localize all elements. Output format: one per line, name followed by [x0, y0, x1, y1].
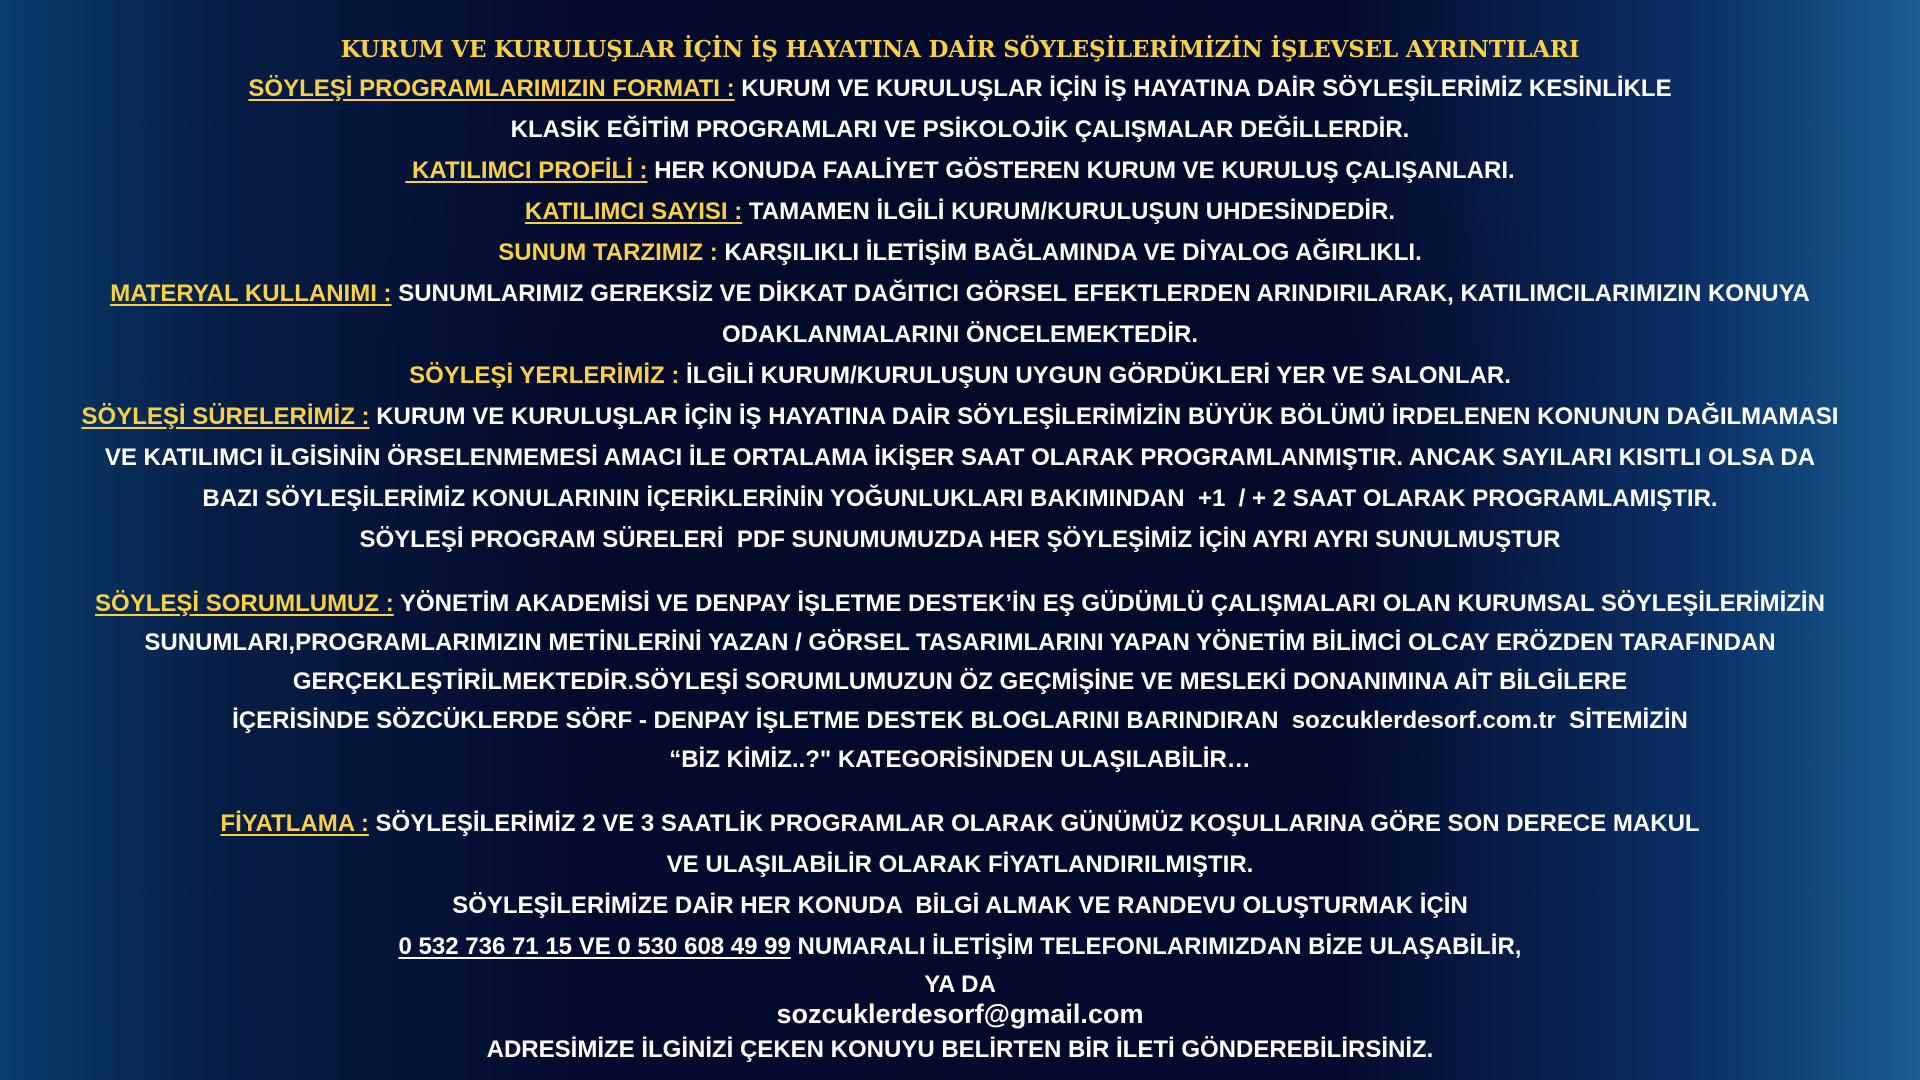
profile-line	[0, 150, 1920, 191]
durations-text-2: VE KATILIMCI İLGİSİNİN ÖRSELENMEMESİ AMACI İLE ORTALAMA İKİŞER SAAT OLARAK PROGRAMLANMIŞTIR. ANCAK SAYILARI KISITLI OLSA DA	[104, 444, 1816, 471]
material-line-1	[0, 273, 1920, 314]
contact-text-2: NUMARALI İLETİŞİM TELEFONLARIMIZDAN BİZE ULAŞABİLİR,	[790, 933, 1522, 960]
material-text-1: SUNUMLARIMIZ GEREKSİZ VE DİKKAT DAĞITICI GÖRSEL EFEKTLERDEN ARINDIRILARAK, KATILIMCILARIMIZIN KONUYA	[398, 280, 1810, 307]
material-line-2	[0, 314, 1920, 355]
pricing-label: FİYATLAMA :	[220, 810, 369, 837]
responsible-text-5: “BİZ KİMİZ..?" KATEGORİSİNDEN ULAŞILABİLİR…	[669, 746, 1251, 773]
section-spacer	[0, 560, 1920, 584]
material-text-2: ODAKLANMALARINI ÖNCELEMEKTEDİR.	[722, 321, 1198, 348]
style-line	[0, 232, 1920, 273]
contact-line-2	[0, 926, 1920, 967]
places-text: İLGİLİ KURUM/KURULUŞUN UYGUN GÖRDÜKLERİ YER VE SALONLAR.	[686, 362, 1511, 389]
responsible-line-1	[0, 584, 1920, 623]
count-label: KATILIMCI SAYISI :	[524, 198, 743, 225]
durations-line-4	[0, 519, 1920, 560]
responsible-label: SÖYLEŞİ SORUMLUMUZ :	[95, 590, 394, 617]
count-line	[0, 191, 1920, 232]
durations-line-3	[0, 478, 1920, 519]
responsible-text-3: GERÇEKLEŞTİRİLMEKTEDİR.SÖYLEŞİ SORUMLUMUZUN ÖZ GEÇMİŞİNE VE MESLEKİ DONANIMINA AİT BİLGİLERE	[292, 668, 1628, 695]
pricing-line-1	[0, 803, 1920, 844]
style-text: KARŞILIKLI İLETİŞİM BAĞLAMINDA VE DİYALOG AĞIRLIKLI.	[724, 239, 1422, 266]
pricing-line-2	[0, 844, 1920, 885]
format-line-2	[0, 109, 1920, 150]
durations-line-1	[0, 396, 1920, 437]
format-text-1: KURUM VE KURULUŞLAR İÇİN İŞ HAYATINA DAİR SÖYLEŞİLERİMİZ KESİNLİKLE	[741, 75, 1672, 102]
pricing-text-2: VE ULAŞILABİLİR OLARAK FİYATLANDIRILMIŞTIR.	[666, 851, 1254, 878]
contact-or-line	[0, 970, 1920, 1000]
durations-text-3: BAZI SÖYLEŞİLERİMİZ KONULARININ İÇERİKLERİNİN YOĞUNLUKLARI BAKIMINDAN +1 / + 2 SAAT OLARAK PROGRAMLAMIŞTIR.	[202, 485, 1718, 512]
durations-text-4: SÖYLEŞİ PROGRAM SÜRELERİ PDF SUNUMUMUZDA HER ŞÖYLEŞİMİZ İÇİN AYRI AYRI SUNULMUŞTUR	[359, 526, 1561, 553]
phone-numbers-link[interactable]: 0 532 736 71 15 VE 0 530 608 49 99	[398, 933, 791, 960]
page-title: KURUM VE KURULUŞLAR İÇİN İŞ HAYATINA DAİR SÖYLEŞİLERİMİZİN İŞLEVSEL AYRINTILARI	[340, 36, 1580, 63]
count-text: TAMAMEN İLGİLİ KURUM/KURULUŞUN UHDESİNDEDİR.	[748, 198, 1396, 225]
profile-text: HER KONUDA FAALİYET GÖSTEREN KURUM VE KURULUŞ ÇALIŞANLARI.	[654, 157, 1515, 184]
format-line-1	[0, 68, 1920, 109]
format-label: SÖYLEŞİ PROGRAMLARIMIZIN FORMATI :	[248, 75, 735, 102]
responsible-line-2	[0, 623, 1920, 662]
responsible-line-5	[0, 740, 1920, 779]
email-link[interactable]: sozcuklerdesorf@gmail.com	[776, 999, 1144, 1029]
material-label: MATERYAL KULLANIMI :	[110, 280, 392, 307]
responsible-text-1: YÖNETİM AKADEMİSİ VE DENPAY İŞLETME DESTEK’İN EŞ GÜDÜMLÜ ÇALIŞMALARI OLAN KURUMSAL SÖYLEŞİLERİMİZİN	[399, 590, 1825, 617]
contact-line-3	[0, 1028, 1920, 1072]
responsible-text-4-pre: İÇERİSİNDE SÖZCÜKLERDE SÖRF - DENPAY İŞLETME DESTEK BLOGLARINI BARINDIRAN	[232, 707, 1286, 734]
email-line	[0, 1000, 1920, 1028]
section-spacer	[0, 779, 1920, 803]
contact-or-text: YA DA	[924, 971, 996, 998]
contact-line-1	[0, 885, 1920, 926]
contact-text-1: SÖYLEŞİLERİMİZE DAİR HER KONUDA BİLGİ ALMAK VE RANDEVU OLUŞTURMAK İÇİN	[452, 892, 1468, 919]
responsible-text-4-post: SİTEMİZİN	[1562, 707, 1688, 734]
durations-line-2	[0, 437, 1920, 478]
places-line	[0, 355, 1920, 396]
profile-label: KATILIMCI PROFİLİ :	[405, 157, 648, 184]
places-label: SÖYLEŞİ YERLERİMİZ :	[409, 362, 680, 389]
pricing-text-1: SÖYLEŞİLERİMİZ 2 VE 3 SAATLİK PROGRAMLAR OLARAK GÜNÜMÜZ KOŞULLARINA GÖRE SON DERECE MAKUL	[375, 810, 1700, 837]
responsible-line-3	[0, 662, 1920, 701]
contact-text-3: ADRESİMİZE İLGİNİZİ ÇEKEN KONUYU BELİRTEN BİR İLETİ GÖNDEREBİLİRSİNİZ.	[486, 1036, 1434, 1063]
responsible-line-4	[0, 701, 1920, 740]
format-text-2: KLASİK EĞİTİM PROGRAMLARI VE PSİKOLOJİK ÇALIŞMALAR DEĞİLLERDİR.	[510, 116, 1410, 143]
website-link[interactable]: sozcuklerdesorf.com.tr	[1285, 707, 1563, 734]
durations-text-1: KURUM VE KURULUŞLAR İÇİN İŞ HAYATINA DAİR SÖYLEŞİLERİMİZİN BÜYÜK BÖLÜMÜ İRDELENEN KONUNUN DAĞILMAMASI	[376, 403, 1839, 430]
style-label: SUNUM TARZIMIZ :	[498, 239, 718, 266]
responsible-text-2: SUNUMLARI,PROGRAMLARIMIZIN METİNLERİNİ YAZAN / GÖRSEL TASARIMLARINI YAPAN YÖNETİM BİLİMCİ OLCAY ERÖZDEN TARAFINDAN	[144, 629, 1776, 656]
durations-label: SÖYLEŞİ SÜRELERİMİZ :	[81, 403, 370, 430]
